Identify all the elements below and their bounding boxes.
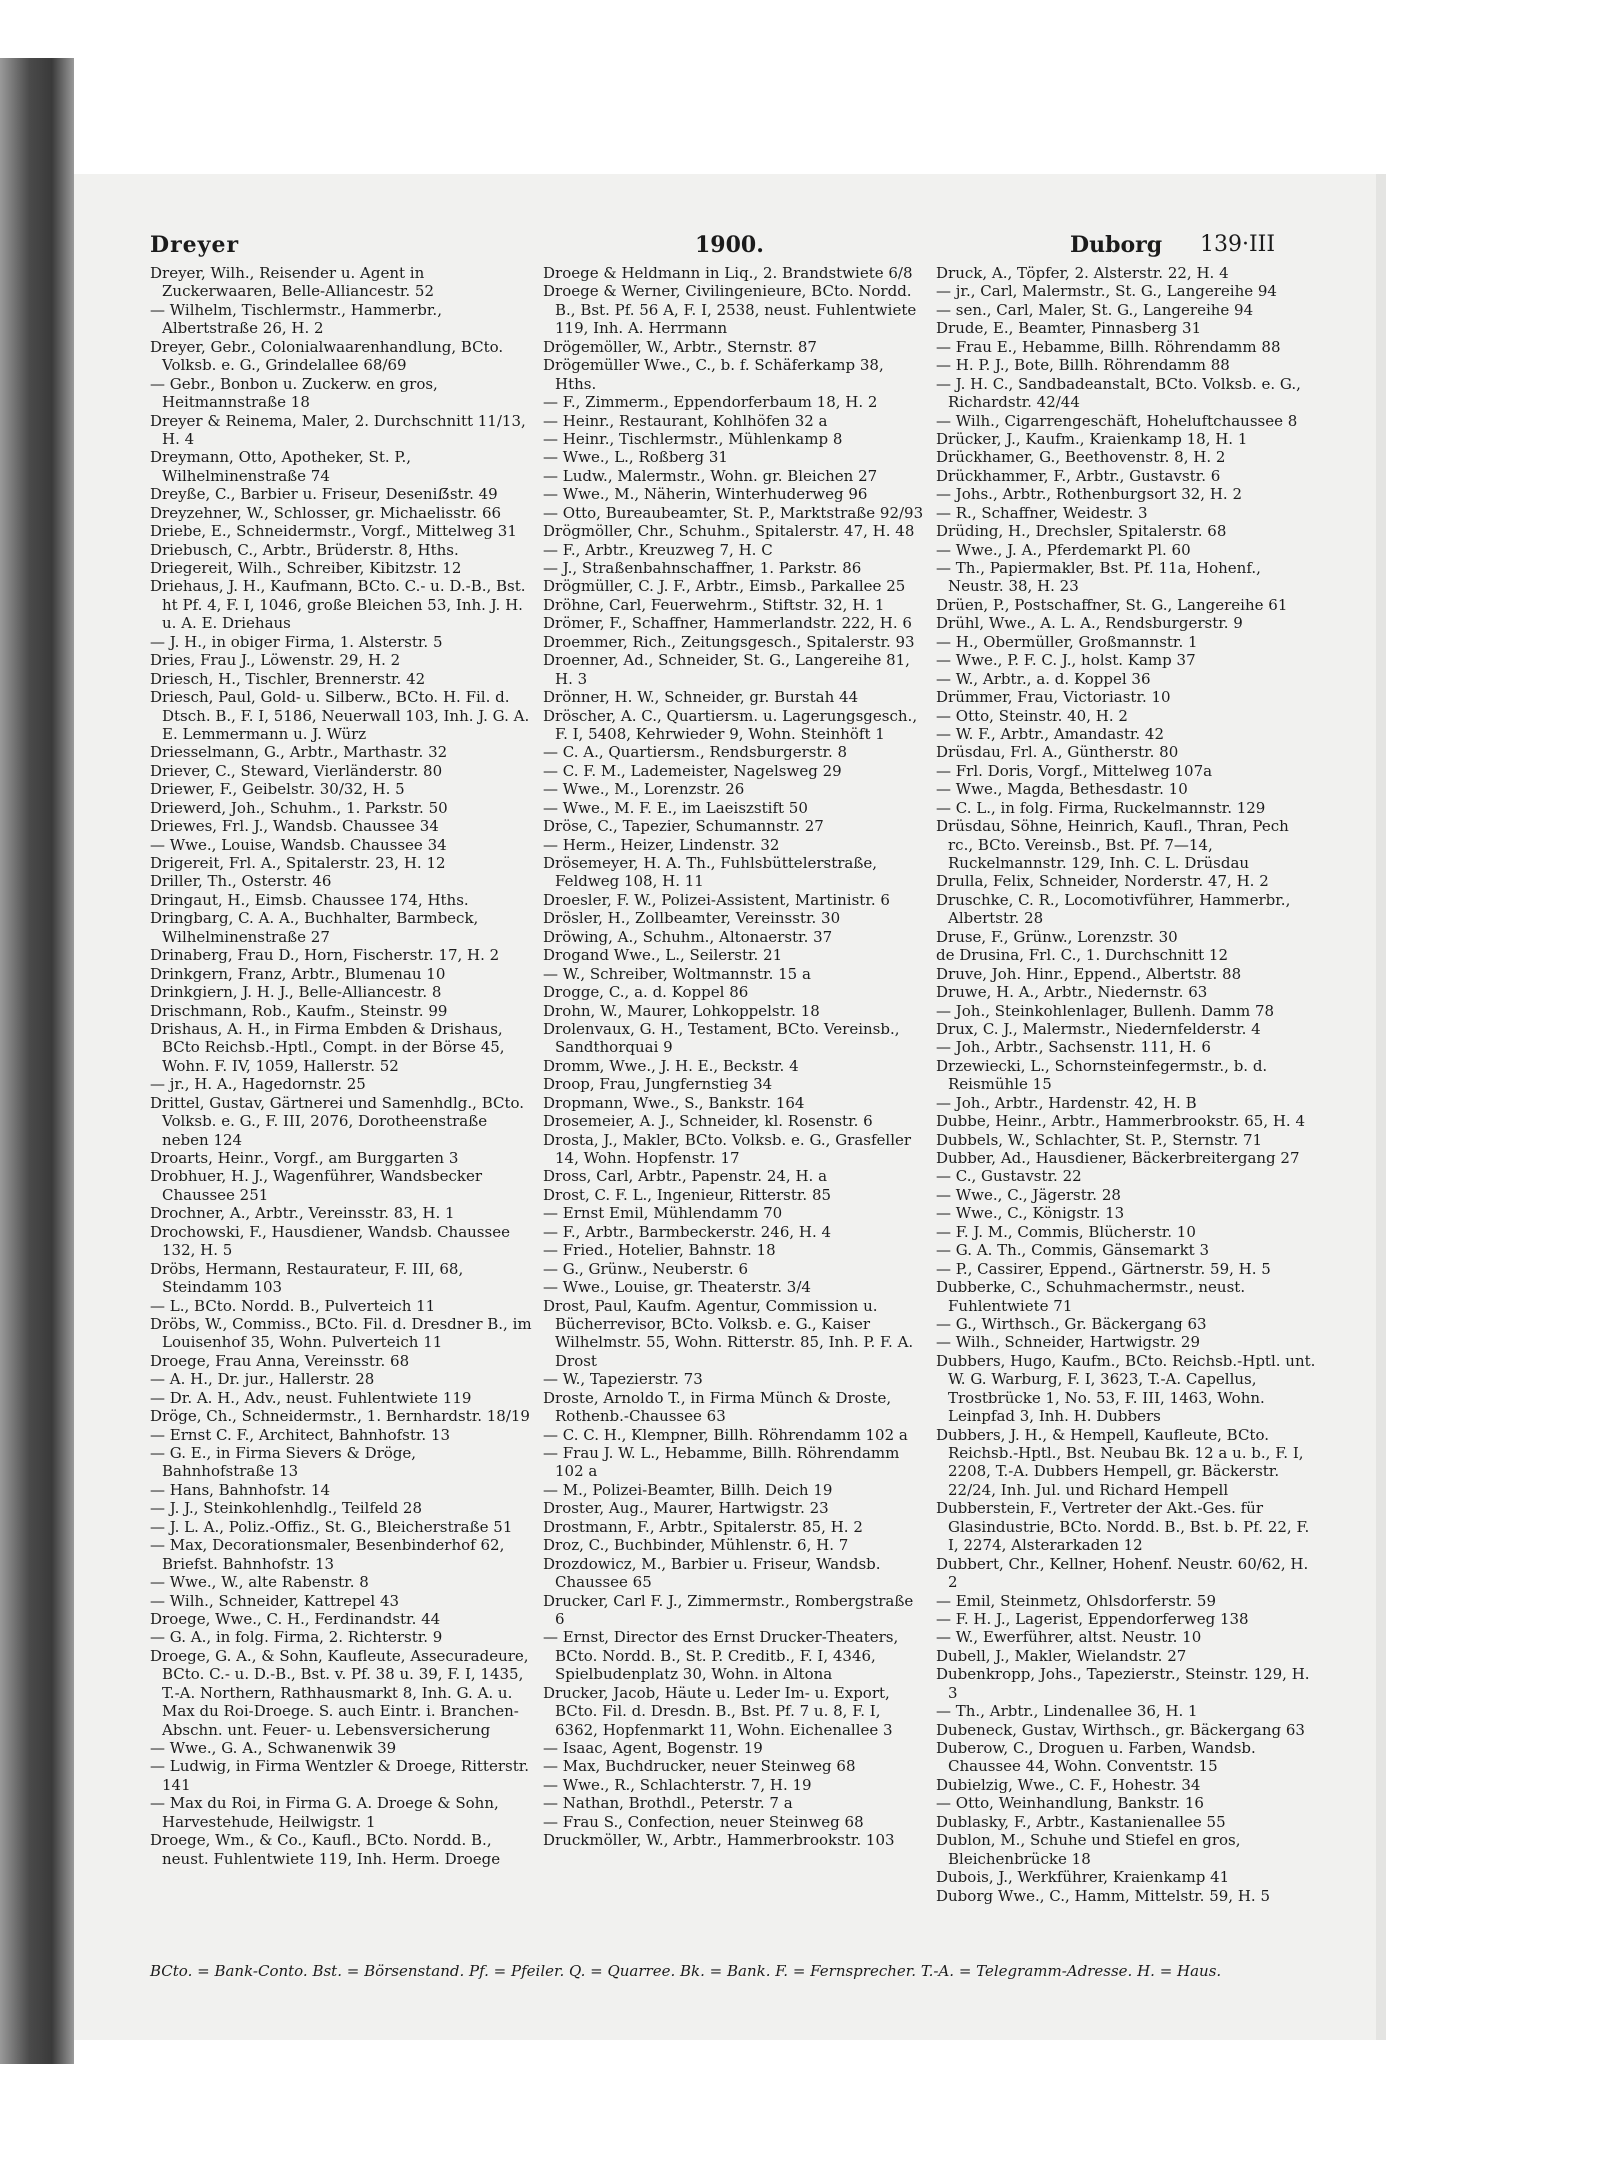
directory-entry: de Drusina, Frl. C., 1. Durchschnitt 12 [936,946,1229,965]
directory-entry: Dross, Carl, Arbtr., Papenstr. 24, H. a [543,1167,828,1186]
directory-entry: Driebusch, C., Arbtr., Brüderstr. 8, Hths. [150,540,459,559]
directory-entry: Druve, Joh. Hinr., Eppend., Albertstr. 88 [936,964,1242,983]
directory-entry: Druck, A., Töpfer, 2. Alsterstr. 22, H. 4 [936,264,1229,282]
directory-entry: Drogge, C., a. d. Koppel 86 [543,983,749,1002]
directory-entry: Droste, Arnoldo T., in Firma Münch & Droste, Rothenb.-Chaussee 63 [543,1388,892,1426]
directory-entry: — Wwe., C., Königstr. 13 [936,1204,1125,1223]
directory-entry: — Wwe., L., Roßberg 31 [543,448,728,467]
directory-entry: — C. A., Quartiersm., Rendsburgerstr. 8 [543,743,848,762]
directory-entry: — Joh., Arbtr., Sachsenstr. 111, H. 6 [936,1038,1211,1057]
directory-entry: Dubberke, C., Schuhmachermstr., neust. Fuhlentwiete 71 [936,1278,1246,1315]
directory-entry: — G. E., in Firma Sievers & Dröge, Bahnhofstraße 13 [150,1444,417,1481]
directory-entry: — jr., Carl, Malermstr., St. G., Langereihe 94 [936,282,1277,301]
directory-entry: Dubbert, Chr., Kellner, Hohenf. Neustr. 60/62, H. 2 [936,1554,1309,1592]
directory-entry: Droege, Wm., & Co., Kaufl., BCto. Nordd. B., neust. Fuhlentwiete 119, Inh. Herm. Droege [150,1831,501,1868]
directory-entry: — R., Schaffner, Weidestr. 3 [936,503,1148,522]
directory-entry: Druckmöller, W., Arbtr., Hammerbrookstr. 103 [543,1831,895,1850]
directory-entry: — C. L., in folg. Firma, Ruckelmannstr. 129 [936,798,1266,817]
directory-entry: — H. P. J., Bote, Billh. Röhrendamm 88 [936,356,1230,375]
directory-entry: — J. L. A., Poliz.-Offiz., St. G., Bleicherstraße 51 [150,1517,513,1536]
directory-entry: Drögemöller, W., Arbtr., Sternstr. 87 [543,337,817,356]
directory-entry: Droemmer, Rich., Zeitungsgesch., Spitalerstr. 93 [543,632,915,651]
directory-entry: — Emil, Steinmetz, Ohlsdorferstr. 59 [936,1591,1217,1610]
abbreviation-legend: BCto. = Bank-Conto. Bst. = Börsenstand. Pf. = Pfeiler. Q. = Quarree. Bk. = Bank. F. = Fernsprecher. T.-A. = Telegramm-Adresse. H. = Haus. [150,1962,1222,1980]
directory-entry: Droege & Werner, Civilingenieure, BCto. Nordd. B., Bst. Pf. 56 A, F. I, 2538, neust. Fuhlentwiete 119, Inh. A. Herrmann [543,282,917,338]
directory-entry: Drinaberg, Frau D., Horn, Fischerstr. 17, H. 2 [150,946,500,965]
directory-entry: Drüding, H., Drechsler, Spitalerstr. 68 [936,522,1227,541]
directory-entry: Drolenvaux, G. H., Testament, BCto. Vereinsb., Sandthorquai 9 [543,1019,900,1057]
directory-column-3 [936,264,1318,1905]
directory-entry: — A. H., Dr. jur., Hallerstr. 28 [150,1370,375,1389]
directory-entry: — Ludw., Malermstr., Wohn. gr. Bleichen 27 [543,466,878,485]
directory-entry: — Wilh., Cigarrengeschäft, Hoheluftchaussee 8 [936,411,1298,430]
directory-entry: Drüsdau, Frl. A., Güntherstr. 80 [936,743,1179,762]
directory-entry: Dubberstein, F., Vertreter der Akt.-Ges. für Glasindustrie, BCto. Nordd. B., Bst. b. Pf. 22, F. I, 2274, Alsterarkaden 12 [936,1499,1310,1555]
directory-entry: — L., BCto. Nordd. B., Pulverteich 11 [150,1296,436,1315]
directory-entry: — Wwe., M., Lorenzstr. 26 [543,780,745,799]
directory-entry: — Wwe., M., Näherin, Winterhuderweg 96 [543,485,868,504]
directory-entry: — H., Obermüller, Großmannstr. 1 [936,632,1198,651]
directory-entry: — Wwe., Louise, Wandsb. Chaussee 34 [150,835,447,854]
directory-entry: Drischmann, Rob., Kaufm., Steinstr. 99 [150,1001,448,1020]
directory-entry: Droege, Wwe., C. H., Ferdinandstr. 44 [150,1609,441,1628]
directory-entry: Drittel, Gustav, Gärtnerei und Samenhdlg., BCto. Volksb. e. G., F. III, 2076, Dorotheenstraße neben 124 [150,1093,525,1149]
directory-entry: Drüen, P., Postschaffner, St. G., Langereihe 61 [936,595,1288,614]
header-last-name: Duborg [1070,232,1163,258]
directory-entry: — G. A. Th., Commis, Gänsemarkt 3 [936,1241,1210,1260]
directory-entry: — W., Schreiber, Woltmannstr. 15 a [543,964,811,983]
header-year: 1900. [695,232,764,258]
directory-entry: Drigereit, Frl. A., Spitalerstr. 23, H. 12 [150,854,446,872]
directory-entry: Dromm, Wwe., J. H. E., Beckstr. 4 [543,1056,799,1075]
directory-entry: Dubbers, J. H., & Hempell, Kaufleute, BCto. Reichsb.-Hptl., Bst. Neubau Bk. 12 a u. b., F. I, 2208, T.-A. Dubbers Hempell, gr. Bäckerstr. 22/24, Inh. Jul. und Richard Hempell [936,1425,1304,1499]
directory-entry: Driewerd, Joh., Schuhm., 1. Parkstr. 50 [150,798,448,817]
directory-entry: Drögmöller, Chr., Schuhm., Spitalerstr. 47, H. 48 [543,522,915,541]
directory-entry: Drohn, W., Maurer, Lohkoppelstr. 18 [543,1001,820,1020]
directory-entry: — Wwe., Magda, Bethesdastr. 10 [936,780,1188,799]
directory-column-2 [543,264,925,1850]
directory-entry: — J. H. C., Sandbadeanstalt, BCto. Volksb. e. G., Richardstr. 42/44 [936,374,1301,412]
directory-entry: — J., Straßenbahnschaffner, 1. Parkstr. 86 [543,559,862,577]
directory-entry: Dreymann, Otto, Apotheker, St. P., Wilhelminenstraße 74 [150,448,411,485]
directory-entry: — Hans, Bahnhofstr. 14 [150,1480,331,1499]
directory-entry: — Ernst Emil, Mühlendamm 70 [543,1204,783,1223]
directory-entry: Droege, G. A., & Sohn, Kaufleute, Assecuradeure, BCto. C.- u. D.-B., Bst. v. Pf. 38 u. 39, F. I, 1435, T.-A. Northern, Rathhausmarkt 8, Inh. G. A. u. Max du Roi-Droege. S. auch Eintr. i. Branchen-Abschn. unt. Feuer- u. Lebensversicherung [150,1646,529,1739]
directory-entry: — Ernst C. F., Architect, Bahnhofstr. 13 [150,1425,451,1444]
directory-entry: — Otto, Bureaubeamter, St. P., Marktstraße 92/93 [543,503,924,522]
directory-entry: Dreyer, Wilh., Reisender u. Agent in Zuckerwaaren, Belle-Alliancestr. 52 [150,264,435,301]
directory-entry: — F., Arbtr., Barmbeckerstr. 246, H. 4 [543,1222,832,1241]
directory-entry: Droop, Frau, Jungfernstieg 34 [543,1075,773,1094]
directory-entry: Dubbe, Heinr., Arbtr., Hammerbrookstr. 65, H. 4 [936,1112,1306,1131]
directory-entry: Droenner, Ad., Schneider, St. G., Langereihe 81, H. 3 [543,651,910,688]
directory-entry: — J. J., Steinkohlenhdlg., Teilfeld 28 [150,1499,423,1518]
book-binding [0,58,74,2064]
directory-entry: Drochner, A., Arbtr., Vereinsstr. 83, H. 1 [150,1204,455,1223]
directory-entry: — Otto, Weinhandlung, Bankstr. 16 [936,1794,1204,1813]
directory-entry: Dubenkropp, Johs., Tapezierstr., Steinstr. 129, H. 3 [936,1665,1310,1702]
directory-entry: Dreyße, C., Barbier u. Friseur, Deseniẞstr. 49 [150,485,498,504]
directory-entry: — W., Ewerführer, altst. Neustr. 10 [936,1628,1202,1647]
directory-entry: Droarts, Heinr., Vorgf., am Burggarten 3 [150,1149,459,1167]
directory-entry: Dries, Frau J., Löwenstr. 29, H. 2 [150,651,401,670]
directory-entry: Drostmann, F., Arbtr., Spitalerstr. 85, H. 2 [543,1517,863,1536]
directory-entry: Dropmann, Wwe., S., Bankstr. 164 [543,1093,805,1112]
directory-entry: Drösemeyer, H. A. Th., Fuhlsbüttelerstraße, Feldweg 108, H. 11 [543,854,878,891]
directory-entry: — Wwe., M. F. E., im Laeiszstift 50 [543,798,808,817]
directory-entry: Drzewiecki, L., Schornsteinfegermstr., b. d. Reismühle 15 [936,1056,1268,1094]
directory-entry: Drinkgiern, J. H. J., Belle-Alliancestr. 8 [150,983,442,1002]
directory-entry: — Otto, Steinstr. 40, H. 2 [936,706,1128,725]
directory-entry: Droege, Frau Anna, Vereinsstr. 68 [150,1351,410,1370]
directory-entry: Drögemüller Wwe., C., b. f. Schäferkamp 38, Hths. [543,356,884,393]
directory-entry: Driesch, Paul, Gold- u. Silberw., BCto. H. Fil. d. Dtsch. B., F. I, 5186, Neuerwall 103, Inh. J. G. A. E. Lemmermann u. J. Würz [150,688,530,743]
directory-entry: Droz, C., Buchbinder, Mühlenstr. 6, H. 7 [543,1536,849,1555]
directory-entry: — C. C. H., Klempner, Billh. Röhrendamm 102 a [543,1425,908,1444]
directory-entry: — Wilhelm, Tischlermstr., Hammerbr., Albertstraße 26, H. 2 [150,300,442,338]
directory-entry: — C. F. M., Lademeister, Nagelsweg 29 [543,761,842,780]
directory-entry: — Joh., Steinkohlenlager, Bullenh. Damm 78 [936,1001,1275,1020]
directory-entry: Dröwing, A., Schuhm., Altonaerstr. 37 [543,927,833,946]
directory-entry: Drucker, Jacob, Häute u. Leder Im- u. Export, BCto. Fil. d. Dresdn. B., Bst. Pf. 7 u. 8, F. I, 6362, Hopfenmarkt 11, Wohn. Eichenallee 3 [543,1683,893,1739]
directory-entry: Driesch, H., Tischler, Brennerstr. 42 [150,669,426,688]
directory-column-1 [150,264,532,1868]
directory-entry: Duberow, C., Droguen u. Farben, Wandsb. Chaussee 44, Wohn. Conventstr. 15 [936,1739,1256,1776]
directory-entry: — Th., Papiermakler, Bst. Pf. 11a, Hohenf., Neustr. 38, H. 23 [936,559,1261,596]
directory-entry: Drühl, Wwe., A. L. A., Rendsburgerstr. 9 [936,614,1243,633]
directory-entry: Dublon, M., Schuhe und Stiefel en gros, Bleichenbrücke 18 [936,1831,1241,1868]
directory-entry: — Johs., Arbtr., Rothenburgsort 32, H. 2 [936,485,1242,504]
directory-entry: — sen., Carl, Maler, St. G., Langereihe 94 [936,300,1254,319]
directory-entry: Druwe, H. A., Arbtr., Niedernstr. 63 [936,983,1208,1002]
directory-entry: — Wwe., G. A., Schwanenwik 39 [150,1739,397,1757]
directory-entry: Drosta, J., Makler, BCto. Volksb. e. G., Grasfeller 14, Wohn. Hopfenstr. 17 [543,1130,912,1167]
directory-entry: Dubbers, Hugo, Kaufm., BCto. Reichsb.-Hptl. unt. W. G. Warburg, F. I, 3623, T.-A. Capellus, Trostbrücke 1, No. 53, F. III, 1463, Wohn. Leinpfad 3, Inh. H. Dubbers [936,1351,1316,1426]
directory-entry: Dublasky, F., Arbtr., Kastanienallee 55 [936,1812,1226,1831]
directory-entry: Driewer, F., Geibelstr. 30/32, H. 5 [150,780,405,799]
directory-entry: Dubber, Ad., Hausdiener, Bäckerbreitergang 27 [936,1149,1300,1167]
page-edge-shadow [1376,174,1386,2040]
directory-entry: — F. J. M., Commis, Blücherstr. 10 [936,1222,1196,1241]
directory-entry: — Max, Decorationsmaler, Besenbinderhof 62, Briefst. Bahnhofstr. 13 [150,1536,505,1573]
directory-entry: — Frau S., Confection, neuer Steinweg 68 [543,1812,864,1831]
directory-entry: Drönner, H. W., Schneider, gr. Burstah 44 [543,688,859,707]
directory-entry: Drulla, Felix, Schneider, Norderstr. 47, H. 2 [936,872,1269,891]
directory-entry: Dröscher, A. C., Quartiersm. u. Lagerungsgesch., F. I, 5408, Kehrwieder 9, Wohn. Steinhöft 1 [543,706,918,743]
directory-entry: — G., Wirthsch., Gr. Bäckergang 63 [936,1314,1207,1333]
directory-entry: Drüsdau, Söhne, Heinrich, Kaufl., Thran, Pech rc., BCto. Vereinsb., Bst. Pf. 7—14, Ruckelmannstr. 129, Inh. C. L. Drüsdau [936,817,1289,872]
header-first-name: Dreyer [150,232,240,258]
directory-entry: — Frl. Doris, Vorgf., Mittelweg 107a [936,761,1213,780]
directory-entry: Dringbarg, C. A. A., Buchhalter, Barmbeck, Wilhelminenstraße 27 [150,909,479,946]
directory-entry: Driegereit, Wilh., Schreiber, Kibitzstr. 12 [150,559,462,577]
directory-entry: Driever, C., Steward, Vierländerstr. 80 [150,761,443,780]
directory-entry: Drobhuer, H. J., Wagenführer, Wandsbecker Chaussee 251 [150,1167,483,1204]
directory-entry: — Th., Arbtr., Lindenallee 36, H. 1 [936,1702,1198,1721]
directory-entry: — Heinr., Restaurant, Kohlhöfen 32 a [543,411,828,430]
directory-entry: — Wwe., P. F. C. J., holst. Kamp 37 [936,651,1196,670]
directory-entry: Dubeneck, Gustav, Wirthsch., gr. Bäckergang 63 [936,1720,1305,1739]
directory-entry: — Wwe., R., Schlachterstr. 7, H. 19 [543,1775,812,1794]
directory-entry: Drückhamer, G., Beethovenstr. 8, H. 2 [936,448,1226,467]
directory-entry: — Wwe., C., Jägerstr. 28 [936,1185,1121,1204]
directory-entry: — Dr. A. H., Adv., neust. Fuhlentwiete 119 [150,1388,472,1407]
directory-entry: — Wwe., Louise, gr. Theaterstr. 3/4 [543,1278,811,1297]
directory-entry: Driller, Th., Osterstr. 46 [150,872,332,891]
directory-entry: — Max du Roi, in Firma G. A. Droege & Sohn, Harvestehude, Heilwigstr. 1 [150,1794,499,1831]
directory-entry: Drost, C. F. L., Ingenieur, Ritterstr. 85 [543,1185,832,1204]
directory-entry: Dröge, Ch., Schneidermstr., 1. Bernhardstr. 18/19 [150,1407,530,1426]
directory-entry: Drucker, Carl F. J., Zimmermstr., Rombergstraße 6 [543,1591,914,1628]
directory-entry: — W., Tapezierstr. 73 [543,1370,703,1389]
directory-entry: — J. H., in obiger Firma, 1. Alsterstr. 5 [150,632,443,651]
directory-entry: — P., Cassirer, Eppend., Gärtnerstr. 59, H. 5 [936,1259,1271,1278]
directory-entry: — Joh., Arbtr., Hardenstr. 42, H. B [936,1093,1197,1112]
directory-entry: Droege & Heldmann in Liq., 2. Brandstwiete 6/8 [543,264,913,282]
directory-entry: — Wwe., W., alte Rabenstr. 8 [150,1573,369,1592]
directory-entry: — W., Arbtr., a. d. Koppel 36 [936,669,1151,688]
directory-entry: — Isaac, Agent, Bogenstr. 19 [543,1739,763,1757]
directory-entry: — C., Gustavstr. 22 [936,1167,1082,1186]
directory-entry: — G. A., in folg. Firma, 2. Richterstr. 9 [150,1628,443,1647]
directory-entry: Drömer, F., Schaffner, Hammerlandstr. 222, H. 6 [543,614,912,633]
directory-entry: Driehaus, J. H., Kaufmann, BCto. C.- u. D.-B., Bst. ht Pf. 4, F. I, 1046, große Bleichen 53, Inh. J. H. u. A. E. Driehaus [150,577,526,633]
directory-entry: — Nathan, Brothdl., Peterstr. 7 a [543,1794,793,1813]
directory-entry: Dröbs, Hermann, Restaurateur, F. III, 68, Steindamm 103 [150,1259,464,1297]
directory-entry: Dubois, J., Werkführer, Kraienkamp 41 [936,1868,1230,1887]
directory-entry: Driesselmann, G., Arbtr., Marthastr. 32 [150,743,448,762]
directory-entry: Dubell, J., Makler, Wielandstr. 27 [936,1646,1187,1665]
directory-entry: — M., Polizei-Beamter, Billh. Deich 19 [543,1480,833,1499]
directory-entry: Driewes, Frl. J., Wandsb. Chaussee 34 [150,817,439,836]
directory-entry: Drozdowicz, M., Barbier u. Friseur, Wandsb. Chaussee 65 [543,1554,881,1592]
directory-entry: Drösler, H., Zollbeamter, Vereinsstr. 30 [543,909,841,928]
directory-entry: Drücker, J., Kaufm., Kraienkamp 18, H. 1 [936,429,1248,448]
directory-entry: — Herm., Heizer, Lindenstr. 32 [543,835,780,854]
directory-entry: Drogand Wwe., L., Seilerstr. 21 [543,946,783,965]
directory-entry: Drosemeier, A. J., Schneider, kl. Rosenstr. 6 [543,1112,873,1131]
directory-entry: Drückhammer, F., Arbtr., Gustavstr. 6 [936,466,1221,485]
directory-entry: Drux, C. J., Malermstr., Niedernfelderstr. 4 [936,1019,1261,1038]
directory-entry: — Max, Buchdrucker, neuer Steinweg 68 [543,1757,856,1776]
directory-entry: Dröbs, W., Commiss., BCto. Fil. d. Dresdner B., im Louisenhof 35, Wohn. Pulverteich 11 [150,1314,532,1352]
directory-entry: Drude, E., Beamter, Pinnasberg 31 [936,319,1202,338]
directory-entry: — Fried., Hotelier, Bahnstr. 18 [543,1241,776,1260]
directory-entry: — Gebr., Bonbon u. Zuckerw. en gros, Heitmannstraße 18 [150,374,438,412]
directory-entry: Duborg Wwe., C., Hamm, Mittelstr. 59, H. 5 [936,1886,1271,1905]
directory-entry: Drögmüller, C. J. F., Arbtr., Eimsb., Parkallee 25 [543,577,906,596]
directory-entry: Drishaus, A. H., in Firma Embden & Drishaus, BCto Reichsb.-Hptl., Compt. in der Börse 45, Wohn. F. IV, 1059, Hallerstr. 52 [150,1019,505,1075]
directory-entry: Dröhne, Carl, Feuerwehrm., Stiftstr. 32, H. 1 [543,595,885,614]
directory-entry: — Frau J. W. L., Hebamme, Billh. Röhrendamm 102 a [543,1444,900,1481]
directory-entry: — Frau E., Hebamme, Billh. Röhrendamm 88 [936,337,1281,356]
directory-entry: — F. H. J., Lagerist, Eppendorferweg 138 [936,1609,1249,1628]
directory-entry: — G., Grünw., Neuberstr. 6 [543,1259,748,1278]
directory-entry: Drümmer, Frau, Victoriastr. 10 [936,688,1171,707]
directory-entry: — Wwe., J. A., Pferdemarkt Pl. 60 [936,540,1191,559]
directory-entry: — Wilh., Schneider, Kattrepel 43 [150,1591,400,1610]
directory-entry: Dröse, C., Tapezier, Schumannstr. 27 [543,817,824,836]
directory-entry: Dubbels, W., Schlachter, St. P., Sternstr. 71 [936,1130,1263,1149]
page-number: 139·III [1200,232,1276,257]
directory-entry: — jr., H. A., Hagedornstr. 25 [150,1075,366,1094]
directory-entry: Drost, Paul, Kaufm. Agentur, Commission u. Bücherrevisor, BCto. Volksb. e. G., Kaiser Wilhelmstr. 55, Wohn. Ritterstr. 85, Inh. P. F. A. Drost [543,1296,914,1370]
directory-entry: — F., Arbtr., Kreuzweg 7, H. C [543,540,773,559]
directory-entry: Druschke, C. R., Locomotivführer, Hammerbr., Albertstr. 28 [936,890,1291,928]
directory-entry: — Ludwig, in Firma Wentzler & Droege, Ritterstr. 141 [150,1757,530,1794]
page-header [150,232,1300,262]
directory-entry: Droster, Aug., Maurer, Hartwigstr. 23 [543,1499,829,1518]
directory-entry: Dreyer & Reinema, Maler, 2. Durchschnitt 11/13, H. 4 [150,411,526,448]
directory-entry: Dreyer, Gebr., Colonialwaarenhandlung, BCto. Volksb. e. G., Grindelallee 68/69 [150,337,504,375]
directory-entry: Dubielzig, Wwe., C. F., Hohestr. 34 [936,1775,1201,1794]
directory-entry: — F., Zimmerm., Eppendorferbaum 18, H. 2 [543,393,878,412]
directory-entry: — Wilh., Schneider, Hartwigstr. 29 [936,1333,1201,1352]
directory-entry: Dringaut, H., Eimsb. Chaussee 174, Hths. [150,890,469,909]
directory-entry: Drochowski, F., Hausdiener, Wandsb. Chaussee 132, H. 5 [150,1222,510,1260]
directory-entry: — Heinr., Tischlermstr., Mühlenkamp 8 [543,429,843,448]
directory-entry: Driebe, E., Schneidermstr., Vorgf., Mittelweg 31 [150,522,517,541]
directory-entry: Druse, F., Grünw., Lorenzstr. 30 [936,927,1178,946]
directory-entry: Droesler, F. W., Polizei-Assistent, Martinistr. 6 [543,890,890,909]
directory-entry: — Ernst, Director des Ernst Drucker-Theaters, BCto. Nordd. B., St. P. Creditb., F. I, 4346, Spielbudenplatz 30, Wohn. in Altona [543,1628,899,1684]
directory-entry: Drinkgern, Franz, Arbtr., Blumenau 10 [150,964,446,983]
directory-entry: Dreyzehner, W., Schlosser, gr. Michaelisstr. 66 [150,503,502,522]
directory-entry: — W. F., Arbtr., Amandastr. 42 [936,724,1165,743]
